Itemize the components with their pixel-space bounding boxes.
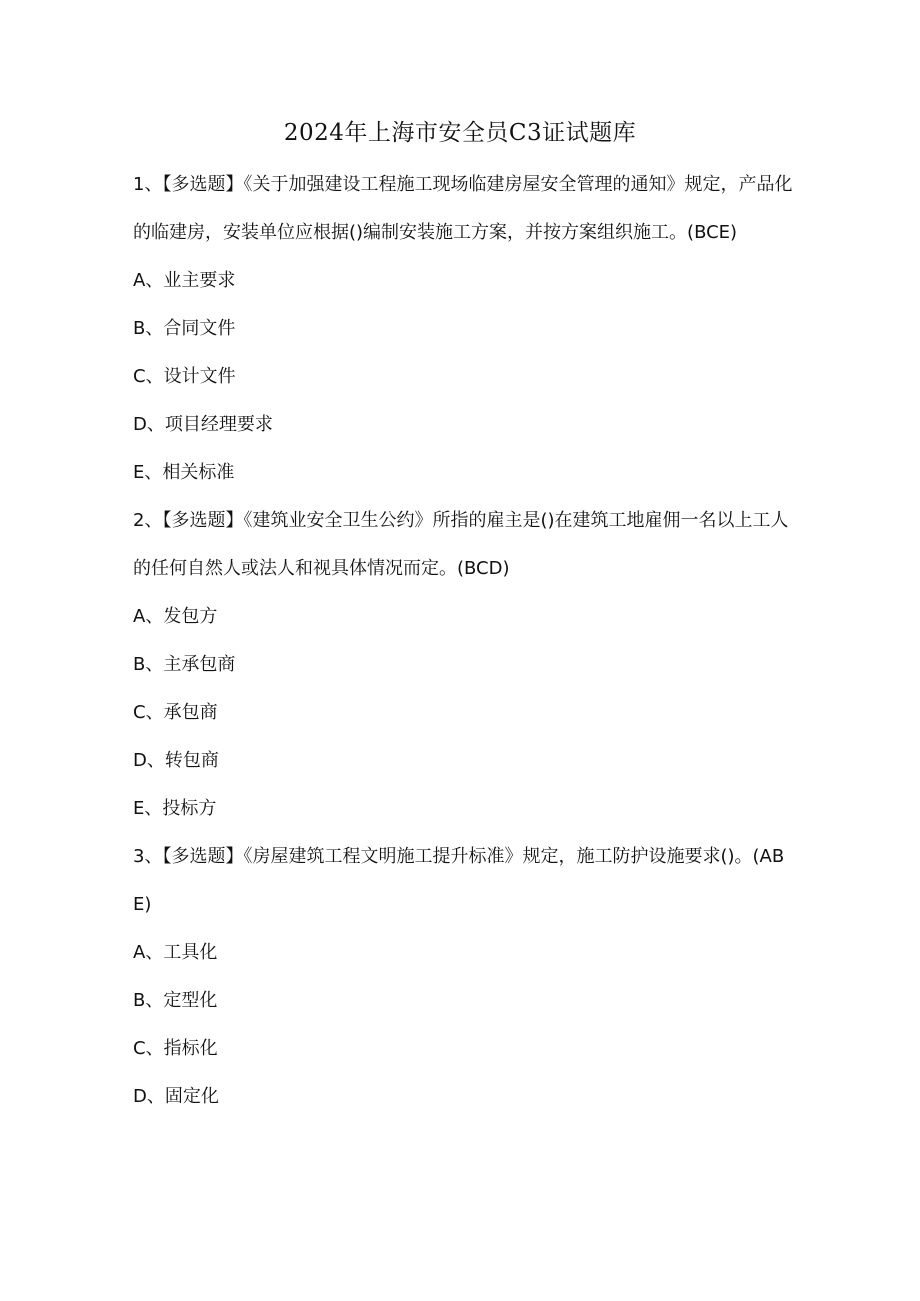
question-1-option-a: A、业主要求	[133, 270, 236, 291]
question-1-stem: 1、【多选题】《关于加强建设工程施工现场临建房屋安全管理的通知》规定，产品化的临建房，安装单位应根据()编制安装施工方案，并按方案组织施工。(BCE)	[133, 174, 793, 243]
question-2-option-a: A、发包方	[133, 606, 218, 627]
question-3-option-a: A、工具化	[133, 942, 218, 963]
question-2-stem: 2、【多选题】《建筑业安全卫生公约》所指的雇主是()在建筑工地雇佣一名以上工人的任何自然人或法人和视具体情况而定。(BCD)	[133, 510, 789, 579]
question-2-option-d: D、转包商	[133, 750, 219, 771]
question-3-option-b: B、定型化	[133, 990, 218, 1011]
question-1-option-d: D、项目经理要求	[133, 414, 273, 435]
question-3-stem: 3、【多选题】《房屋建筑工程文明施工提升标准》规定，施工防护设施要求()。(ABE)	[133, 846, 785, 915]
question-2-option-b: B、主承包商	[133, 654, 236, 675]
question-1-option-c: C、设计文件	[133, 366, 236, 387]
question-2-option-c: C、承包商	[133, 702, 218, 723]
question-1-option-e: E、相关标准	[133, 462, 235, 483]
document-title: 2024年上海市安全员C3证试题库	[283, 120, 637, 146]
question-3-option-c: C、指标化	[133, 1038, 218, 1059]
question-1-option-b: B、合同文件	[133, 318, 236, 339]
question-3-option-d: D、固定化	[133, 1086, 219, 1107]
question-list	[133, 161, 793, 1121]
question-2-option-e: E、投标方	[133, 798, 217, 819]
